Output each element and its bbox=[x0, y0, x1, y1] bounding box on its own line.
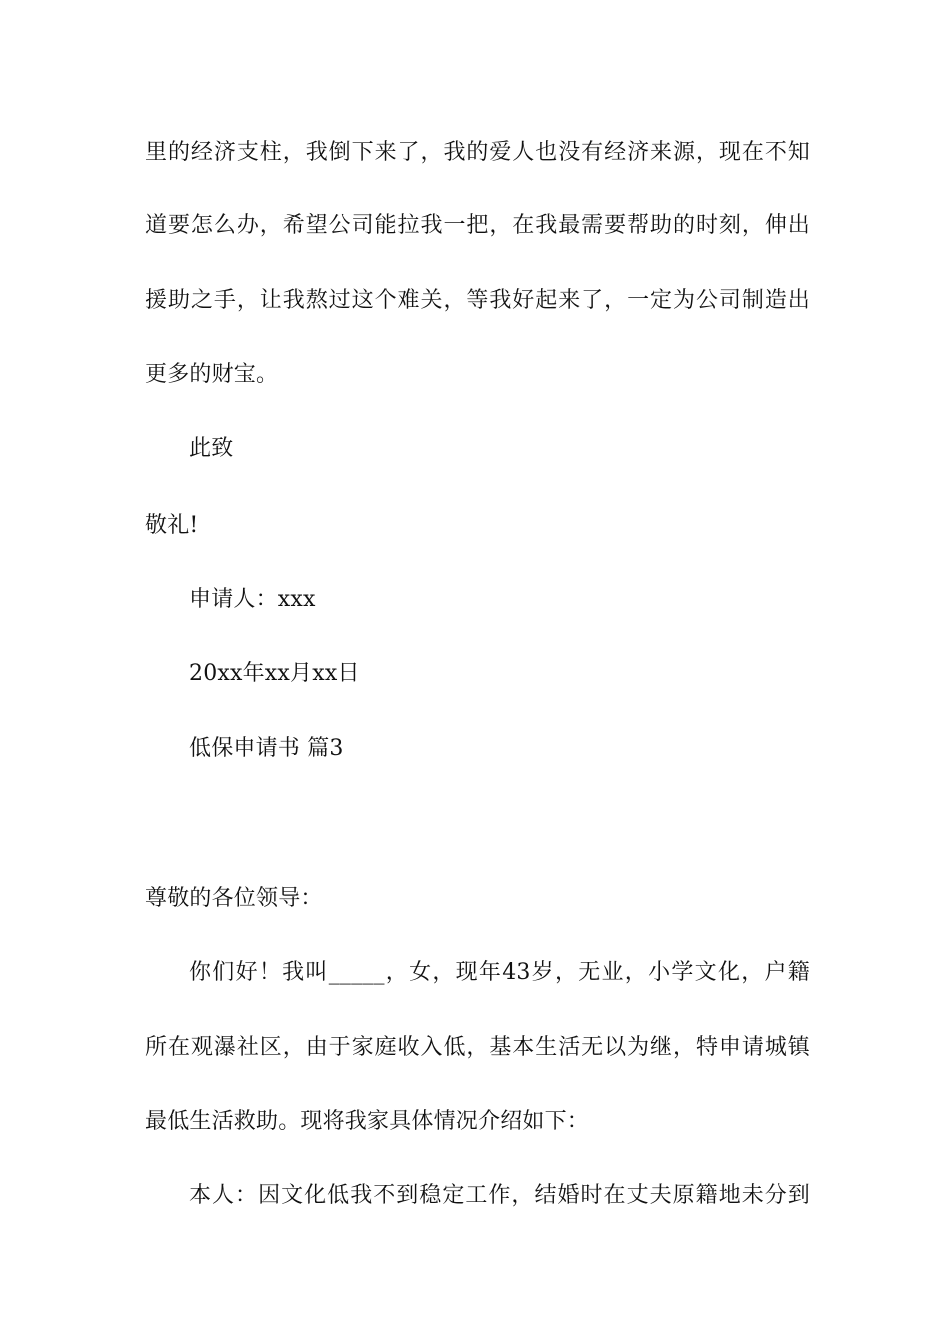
paragraph-line: 你们好！我叫_____，女，现年43岁，无业，小学文化，户籍 bbox=[189, 960, 810, 985]
paragraph-line: 援助之手，让我熬过这个难关，等我好起来了，一定为公司制造出 bbox=[145, 288, 810, 313]
greeting-line: 尊敬的各位领导： bbox=[145, 886, 323, 911]
salutation-line: 敬礼! bbox=[145, 513, 199, 538]
closing-line: 此致 bbox=[189, 436, 234, 461]
paragraph-line: 最低生活救助。现将我家具体情况介绍如下： bbox=[145, 1109, 590, 1134]
paragraph-line: 里的经济支柱，我倒下来了，我的爱人也没有经济来源，现在不知 bbox=[145, 140, 810, 165]
date-line: 20xx年xx月xx日 bbox=[189, 661, 360, 686]
applicant-line: 申请人：xxx bbox=[189, 587, 316, 612]
paragraph-line: 更多的财宝。 bbox=[145, 362, 279, 387]
section-title: 低保申请书 篇3 bbox=[189, 736, 344, 761]
paragraph-line: 所在观瀑社区，由于家庭收入低，基本生活无以为继，特申请城镇 bbox=[145, 1035, 810, 1060]
paragraph-line: 本人：因文化低我不到稳定工作，结婚时在丈夫原籍地未分到 bbox=[189, 1183, 810, 1208]
paragraph-line: 道要怎么办，希望公司能拉我一把，在我最需要帮助的时刻，伸出 bbox=[145, 213, 810, 238]
